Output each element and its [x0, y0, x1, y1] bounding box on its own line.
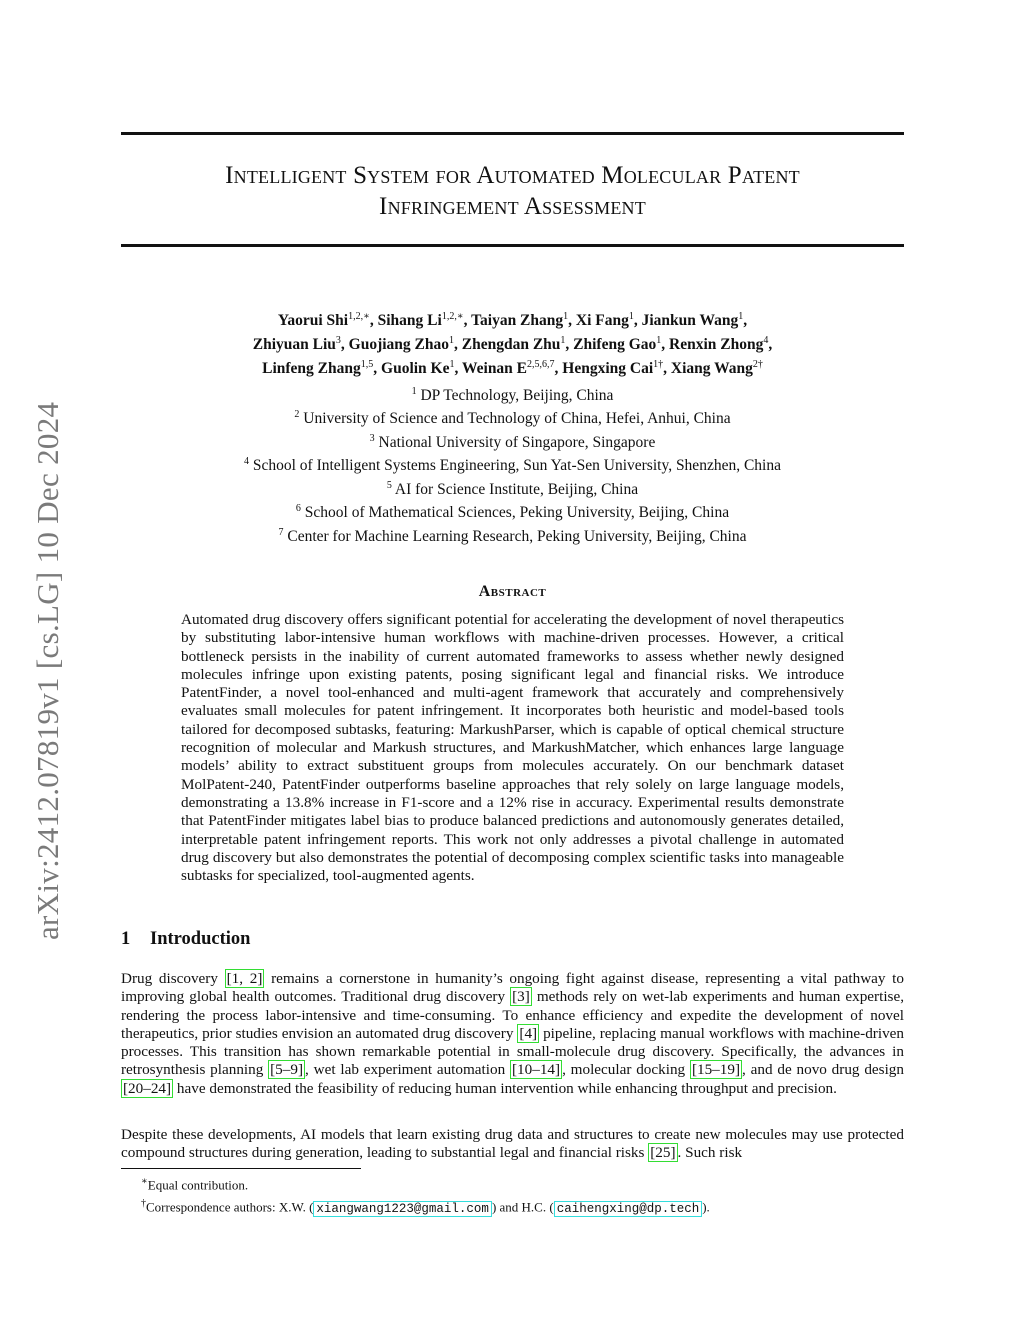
abstract-heading: Abstract	[478, 583, 547, 600]
affiliation-number: 5	[386, 479, 392, 491]
text-run: Despite these developments, AI models that learn existing drug data and structures to create new molecules may use protected compound structures during generation, leading to substantial legal and financial risks	[121, 1126, 904, 1162]
affiliation-number: 4	[244, 456, 249, 468]
affiliation-item	[121, 499, 904, 522]
title-rule-top	[121, 132, 904, 135]
affiliation-text: Center for Machine Learning Research, Peking University, Beijing, China	[287, 527, 747, 545]
author-affil: 1	[449, 359, 455, 371]
author-name: Sihang Li	[377, 312, 442, 330]
footnote-text: Equal contribution.	[147, 1177, 249, 1193]
author-affil: 1	[560, 335, 566, 347]
affiliation-list	[121, 382, 904, 546]
footnote-mark: †	[141, 1198, 146, 1210]
author-name: Yaorui Shi	[277, 312, 349, 330]
author-line-2: Zhiyuan Liu$^3$, Guojiang Zhao$^1$, Zhengdan Zhu$^1$, Zhifeng Gao$^1$, Renxin Zhong$^4$,	[252, 335, 773, 354]
footnote-text: ) and H.C. (	[491, 1199, 554, 1215]
author-affil: 2,5,6,7	[527, 359, 555, 371]
affiliation-item	[121, 523, 904, 546]
author-affil: 1	[656, 335, 662, 347]
affiliation-text: University of Science and Technology of China, Hefei, Anhui, China	[303, 410, 731, 428]
author-line-1: Yaorui Shi$^{1,2,∗}$, Sihang $Li^{1,2,∗}$, Taiyan Zhang$^1$, Xi Fang$^1$, Jiankun Wang$^1$,	[277, 311, 748, 330]
author-name: Zhiyuan Liu	[252, 336, 336, 354]
author-name: Zhengdan Zhu	[461, 336, 561, 354]
author-name: Xiang Wang	[670, 360, 753, 378]
citation-link[interactable]: [4]	[519, 1024, 538, 1042]
author-affil: 1	[738, 311, 744, 322]
intro-paragraph-2	[121, 1126, 904, 1163]
affiliation-item	[121, 452, 904, 475]
author-affil: 4	[763, 335, 769, 347]
affiliation-text: DP Technology, Beijing, China	[420, 387, 614, 405]
footnote-correspondence	[141, 1194, 904, 1218]
affiliation-text: School of Mathematical Sciences, Peking University, Beijing, China	[304, 504, 730, 522]
arxiv-side-stamp: arXiv:2412.07819v1 [cs.LG] 10 Dec 2024	[30, 401, 65, 940]
footnote-mark: ∗	[141, 1176, 148, 1187]
footnote-text: ).	[702, 1199, 710, 1215]
affiliation-number: 7	[278, 526, 284, 538]
author-affil: 1,2,∗	[348, 311, 370, 322]
author-affil: 1†	[653, 359, 664, 371]
email-link[interactable]: caihengxing@dp.tech	[554, 1201, 703, 1217]
affiliation-item	[121, 382, 904, 405]
title-rule-bottom	[121, 244, 904, 247]
author-name: Hengxing Cai	[562, 360, 654, 378]
author-name: Renxin Zhong	[669, 336, 764, 354]
author-affil: 1	[628, 311, 634, 322]
author-name: Zhifeng Gao	[573, 336, 657, 354]
affiliation-text: School of Intelligent Systems Engineering, Sun Yat-Sen University, Shenzhen, China	[252, 457, 781, 475]
section-heading-introduction	[121, 929, 250, 950]
text-run: , molecular docking	[562, 1061, 690, 1079]
text-run: pipeline, replacing manual workflows with machine-driven processes. This transition has shown remarkable potential in small-molecule drug discovery. Specifically, the advances in retrosynthesis planning	[121, 1024, 904, 1079]
author-name: Jiankun Wang	[641, 312, 739, 330]
author-affil: 1,5	[360, 359, 374, 371]
title-line-2: Infringement Assessment	[379, 193, 646, 220]
affiliation-item	[121, 429, 904, 452]
abstract-body: Automated drug discovery offers significant potential for accelerating the development of novel therapeutics by substituting labor-intensive human workflows with machine-driven processes. However, a critical bottleneck persists in the inability of current automated frameworks to assess whether newly designed molecules infringe upon existing patents, posing significant legal and financial risks. We introduce PatentFinder, a novel tool-enhanced and multi-agent framework that accurately and comprehensively evaluates small molecules for patent infringement. It incorporates both heuristic and model-based tools tailored for decomposed subtasks, featuring: MarkushParser, which is capable of optical chemical structure recognition of molecular and Markush structures, and MarkushMatcher, which enhances large language models’ ability to extract substituent groups from molecules accurately. On our benchmark dataset MolPatent-240, PatentFinder outperforms baseline approaches that rely solely on large language models, demonstrating a 13.8% increase in F1-score and a 12% rise in accuracy. Experimental results demonstrate that PatentFinder mitigates label bias to produce balanced predictions and autonomously generates detailed, interpretable patent infringement reports. This work not only addresses a pivotal challenge in automated drug discovery but also demonstrates the potential of decomposing complex scientific tasks into manageable subtasks for specialized, tool-augmented agents.	[181, 611, 844, 885]
paper-title	[121, 160, 904, 222]
affiliation-item	[121, 476, 904, 499]
author-line-3: Linfeng Zhang$^{1,5}$, Guolin Ke$^1$, Weinan E$^{2,5,6,7}$, Hengxing Cai$^{1\dagger}$, Xiang Wang$^{2\dagger}$	[262, 359, 763, 378]
affiliation-number: 3	[369, 432, 375, 444]
citation-link[interactable]: [1, 2]	[226, 970, 263, 987]
citation-link[interactable]: [20–24]	[123, 1079, 172, 1097]
affiliation-item	[121, 405, 904, 428]
author-name: Guolin Ke	[381, 360, 450, 378]
citation-link[interactable]: [15–19]	[691, 1061, 741, 1079]
author-name: Taiyan Zhang	[471, 312, 564, 330]
section-number: 1	[121, 929, 131, 949]
text-run: , wet lab experiment automation	[305, 1061, 510, 1079]
text-run: have demonstrated the feasibility of reducing human intervention while enhancing throughput and precision.	[173, 1079, 837, 1097]
citation-link[interactable]: [3]	[512, 988, 530, 1006]
footnote-equal-contribution	[141, 1172, 904, 1194]
section-title: Introduction	[150, 929, 251, 949]
affiliation-number: 6	[295, 503, 301, 515]
author-affil: 1	[563, 311, 569, 322]
footnote-text: Correspondence authors: X.W. (	[146, 1199, 314, 1215]
text-run: methods rely on wet-lab experiments and human expertise, rendering the process labor-intensive and time-consuming. To enhance efficiency and expedite the development of novel therapeutics, prior studies envision an automated drug discovery	[121, 988, 904, 1042]
affiliation-number: 2	[294, 409, 300, 421]
text-run: Drug discovery	[121, 970, 225, 987]
intro-paragraph-1	[121, 970, 904, 1098]
author-affil: 1	[449, 335, 455, 347]
author-name: Weinan E	[461, 360, 528, 378]
title-line-1: Intelligent System for Automated Molecular Patent	[225, 162, 800, 189]
text-run: . Such risk	[677, 1144, 743, 1162]
author-list	[121, 307, 904, 379]
citation-link[interactable]: [10–14]	[511, 1061, 561, 1079]
text-run: remains a cornerstone in humanity’s ongoing fight against disease, representing a vital pathway to improving global health outcomes. Traditional drug discovery	[121, 970, 904, 1006]
author-affil: 2†	[752, 359, 763, 371]
email-link[interactable]: xiangwang1223@gmail.com	[313, 1201, 492, 1217]
affiliation-number: 1	[411, 386, 417, 397]
citation-link[interactable]: [5–9]	[270, 1061, 304, 1079]
author-name: Guojiang Zhao	[348, 336, 450, 354]
author-affil: 3	[335, 335, 341, 347]
footnotes	[141, 1172, 904, 1219]
affiliation-text: National University of Singapore, Singapore	[378, 434, 656, 452]
author-affil: 1,2,∗	[441, 311, 464, 322]
author-name: Xi Fang	[575, 312, 629, 330]
citation-link[interactable]: [25]	[650, 1144, 676, 1162]
text-run: , and de novo drug design	[742, 1061, 904, 1079]
footnote-rule	[121, 1168, 361, 1169]
affiliation-text: AI for Science Institute, Beijing, China	[394, 480, 639, 498]
author-name: Linfeng Zhang	[262, 360, 361, 378]
